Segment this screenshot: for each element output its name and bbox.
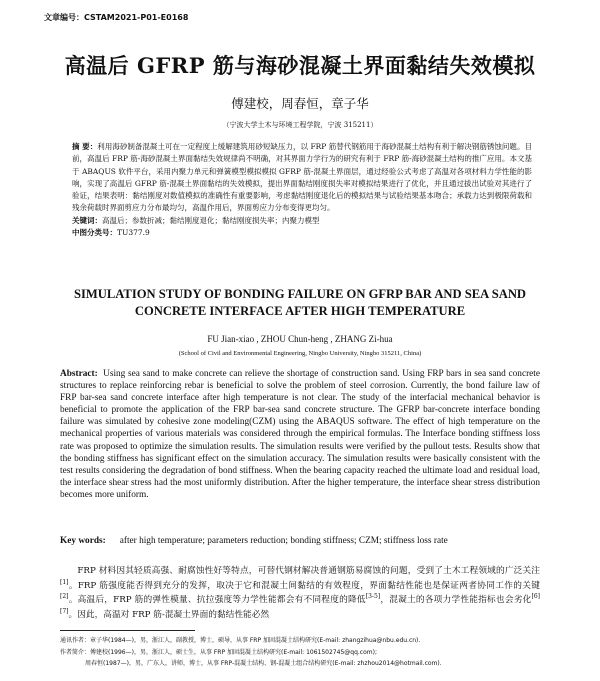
chinese-title: 高温后 GFRP 筋与海砂混凝土界面黏结失效模拟	[64, 53, 536, 78]
english-abstract-label: Abstract:	[60, 369, 98, 379]
article-number: 文章编号：CSTAM2021-P01-E0168	[44, 13, 189, 22]
english-keywords-label: Key words:	[60, 536, 106, 546]
footnote-divider	[60, 630, 195, 631]
citation: [6][7]	[60, 593, 540, 616]
chinese-classification-label: 中图分类号：	[72, 228, 117, 238]
chinese-classification	[72, 227, 532, 239]
english-keywords-text: after high temperature; parameters reduction; bonding stiffness; CZM; stiffness loss rate	[119, 536, 448, 546]
footnote-author-bio: 周春恒(1987—)，男，广东人，讲师，博士，从事 FRP-混凝土结构、钢-混凝土组合结构研究(E-mail: zhzhou2014@hotmail.com).	[85, 660, 442, 667]
chinese-abstract-text: 利用海砂制备混凝土可在一定程度上缓解建筑用砂短缺压力，以 FRP 筋替代钢筋用于海砂混凝土结构有利于解决钢筋锈蚀问题。目前，高温后 FRP 筋-海砂混凝土界面黏结失效规律尚不明确，对其界面力学行为的研究有利于 FRP 筋-海砂混凝土结构的推广应用。本文基于 ABAQUS 软件平台，采用内聚力单元和弹簧模型模拟模拟 GFRP 筋-混凝土界面层，通过经验公式考虑了高温对各项材料力学性能的影响，实现了高温后 GFRP 筋-混凝土界面黏结的失效模拟，提出界面黏结刚度损失率对模拟结果进行了优化，并且通过拔出试验对其进行了验证，结果表明：黏结刚度对数值模拟的准确性有重要影响，考虑黏结刚度退化后的模拟结果与试验结果基本吻合；承载力达到极限荷载和残余荷载时界面剪应力分布最均匀，高温作用后，界面剪应力分布变得更均匀。	[72, 142, 532, 213]
chinese-keywords-text: 高温后；参数折减；黏结刚度退化；黏结刚度损失率；内聚力模型	[102, 215, 320, 225]
body-text-segment: ，混凝土的各项力学性能指标也会劣化	[380, 595, 532, 606]
body-paragraph	[60, 564, 540, 623]
citation: [2]	[60, 593, 69, 601]
chinese-abstract-label: 摘 要：	[72, 142, 98, 151]
english-affiliation: (School of Civil and Environmental Engineering, Ningbo University, Ningbo 315211, China)	[178, 350, 422, 357]
body-text-segment: 。因此，高温对 FRP 筋-混凝土界面的黏结性能必然	[68, 610, 270, 621]
english-abstract	[60, 368, 540, 501]
english-keywords	[60, 536, 540, 546]
footnote-corresponding-author: 通讯作者：章子华(1984—)，男，浙江人，副教授，博士，硕导，从事 FRP 加固混凝土结构研究(E-mail: zhangzihua@nbu.edu.cn).	[60, 637, 421, 644]
chinese-keywords	[72, 215, 532, 227]
chinese-keywords-label: 关键词：	[72, 215, 102, 225]
citation: [1]	[60, 578, 69, 586]
body-text-segment: 。FRP 筋强度能否得到充分的发挥，取决于它和混凝土间黏结的有效程度，界面黏结性能也是保证两者协同工作的关键	[68, 580, 540, 591]
footnote-author-bio: 作者简介：傅建校(1996—)，男，浙江人，硕士生，从事 FRP 加固混凝土结构研究(E-mail: 1061502745@qq.com);	[60, 648, 377, 656]
footnotes	[60, 635, 540, 670]
english-abstract-text: Using sea sand to make concrete can relieve the shortage of construction sand. Using FRP bars in sea sand concrete structures to replace reinforcing rebar is beneficial to solve the problem of steel corrosion. Currently, the bond failure law of FRP bar-sea sand concrete interface after high temperature is not clear. The study of the interfacial mechanical behavior is beneficial to promote the application of the FRP bar-sea sand concrete structure. The GFRP bar-concrete interface bonding failure was simulated by cohesive zone modeling(CZM) using the ABAQUS software. The effect of high temperature on the mechanical properties of various materials was considered through the empirical formulas. The Interface bonding stiffness loss rate was proposed to optimize the simulation results. The simulation results were verified by the pullout tests. Results show that the bonding stiffness has significant effect on the simulation accuracy. The simulation results were basically consistent with the test results considering the degradation of bond stiffness. When the bearing capacity reached the ultimate load and residual load, the interface shear stress had the most uniformly distribution. After the higher temperature, the interface shear stress distribution becomes more uniform.	[60, 369, 540, 500]
citation: [3-5]	[365, 593, 381, 601]
english-authors: FU Jian-xiao , ZHOU Chun-heng , ZHANG Zi-hua	[207, 334, 393, 344]
chinese-affiliation: （宁波大学土木与环境工程学院，宁波 315211）	[222, 121, 378, 129]
chinese-abstract	[72, 141, 532, 215]
chinese-abstract-block	[72, 141, 532, 239]
body-text-segment: FRP 材料因其轻质高强、耐腐蚀性好等特点，可替代钢材解决普通钢筋易腐蚀的问题，受到了土木工程领域的广泛关注	[77, 566, 540, 576]
english-title: SIMULATION STUDY OF BONDING FAILURE ON GFRP BAR AND SEA SAND CONCRETE INTERFACE AFTER HIGH TEMPERATURE	[73, 287, 527, 318]
body-text-segment: 。高温后，FRP 筋的弹性模量、抗拉强度等力学性能都会有不同程度的降低	[68, 595, 366, 606]
chinese-classification-text: TU377.9	[117, 228, 150, 238]
chinese-authors: 傅建校，周春恒，章子华	[231, 96, 369, 111]
